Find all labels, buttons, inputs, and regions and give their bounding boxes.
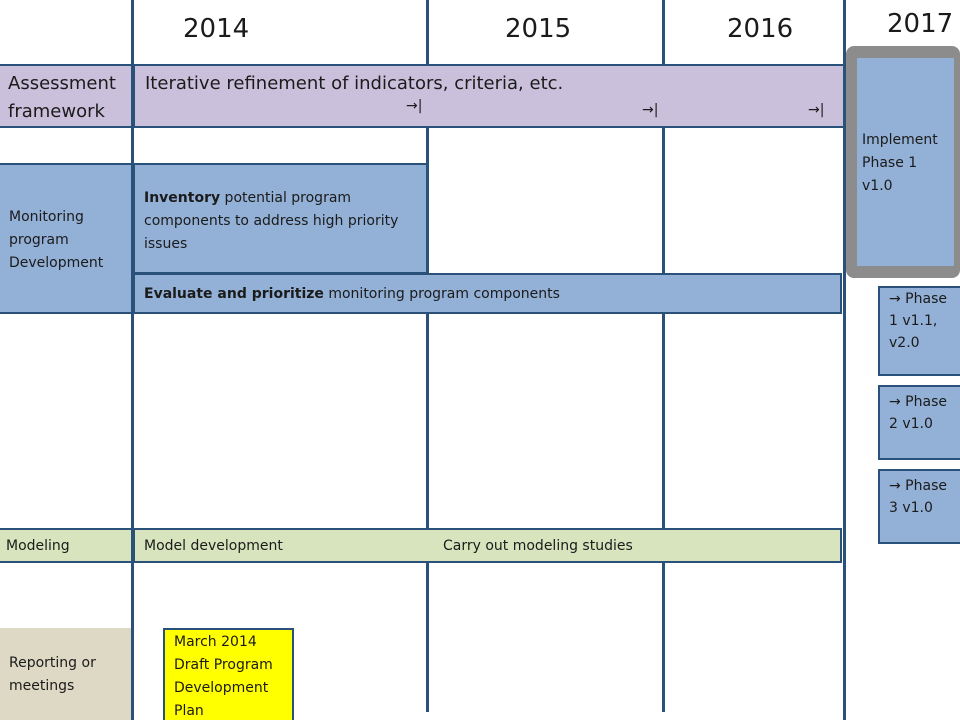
year-label: 2016 xyxy=(727,14,794,44)
modeling-label: Modeling xyxy=(6,538,70,554)
milestone-marker: →| xyxy=(642,102,659,118)
reporting-label-box xyxy=(0,628,131,720)
monitoring-label: Monitoring program Development xyxy=(9,209,104,271)
phase1-v1-1-box xyxy=(878,286,960,376)
assessment-bar xyxy=(133,64,845,128)
modeling-bar xyxy=(133,528,842,563)
milestone-marker: →| xyxy=(406,98,423,114)
evaluate-text xyxy=(144,284,560,304)
phase3-label: → Phase 3 v1.0 xyxy=(889,478,947,516)
evaluate-bar xyxy=(133,273,842,314)
assessment-label: Assessment framework xyxy=(8,73,116,122)
assessment-bar-text: Iterative refinement of indicators, criteria, etc. xyxy=(145,73,564,94)
phase2-label: → Phase 2 v1.0 xyxy=(889,394,947,432)
draft-plan-text: March 2014 Draft Program Development Plan xyxy=(174,634,273,719)
year-label: 2017 xyxy=(887,9,954,39)
year-label: 2015 xyxy=(505,14,572,44)
evaluate-rest: monitoring program components xyxy=(323,286,560,302)
phase3-box xyxy=(878,469,960,544)
milestone-marker: →| xyxy=(808,102,825,118)
assessment-label-box xyxy=(0,64,133,128)
inventory-text xyxy=(144,187,422,256)
phase2-box xyxy=(878,385,960,460)
inventory-box xyxy=(133,163,428,274)
model-development-text: Model development xyxy=(144,538,283,554)
reporting-label: Reporting or meetings xyxy=(9,655,96,694)
implement-phase1-box xyxy=(857,58,954,266)
implement-phase1-label: Implement Phase 1 v1.0 xyxy=(862,132,938,194)
phase1-v1-1-label: → Phase 1 v1.1, v2.0 xyxy=(889,291,947,351)
evaluate-bold: Evaluate and prioritize xyxy=(144,286,324,302)
draft-plan-note xyxy=(163,628,294,720)
inventory-bold: Inventory xyxy=(144,190,221,206)
modeling-label-box xyxy=(0,528,133,563)
inventory-rest: potential program components to address high priority issues xyxy=(144,190,399,252)
monitoring-label-box xyxy=(0,163,133,314)
modeling-studies-text: Carry out modeling studies xyxy=(443,538,633,554)
year-label: 2014 xyxy=(183,14,250,44)
